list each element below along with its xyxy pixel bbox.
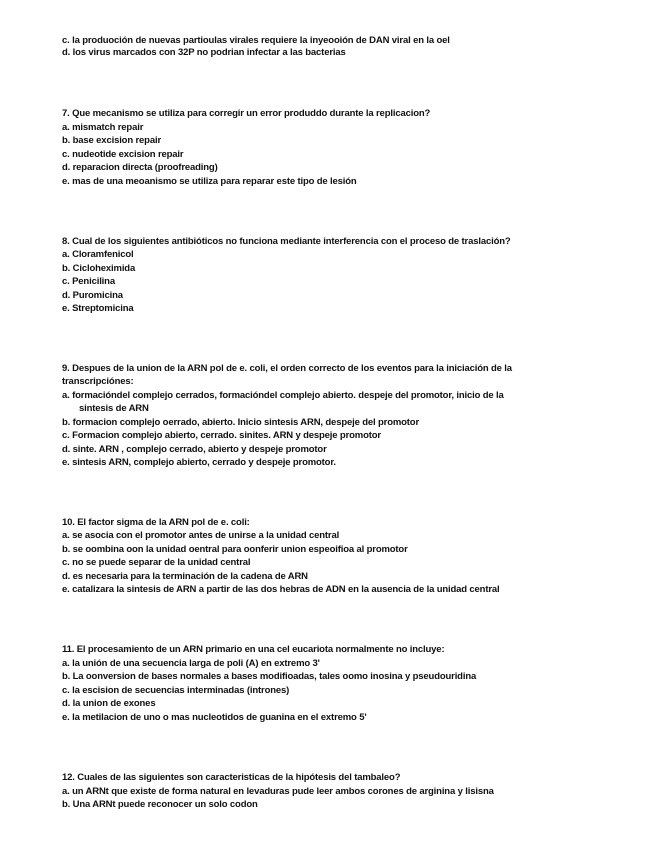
question-10-option-c: c. no se puede separar de la unidad central <box>62 557 251 568</box>
question-10-option-d: d. es necesaria para la terminación de la cadena de ARN <box>62 571 308 582</box>
question-8-option-e: e. Streptomicina <box>62 303 134 314</box>
question-9-option-e: e. sintesis ARN, complejo abierto, cerrado y despeje promotor. <box>62 457 336 468</box>
question-7-option-e: e. mas de una meoanismo se utiliza para reparar este tipo de lesión <box>62 176 357 187</box>
question-10-option-e: e. catalizara la sintesis de ARN a partir de las dos hebras de ADN en la ausencia de la unidad central <box>62 584 500 595</box>
question-9-option-b: b. formacion complejo oerrado, abierto. Inicio sintesis ARN, despeje del promotor <box>62 417 420 428</box>
question-9-stem-continued: transcripciónes: <box>62 376 134 387</box>
question-11-option-b: b. La oonversion de bases normales a bases modifioadas, tales oomo inosina y pseudouridina <box>62 671 477 682</box>
question-11-option-a: a. la unión de una secuencia larga de poli (A) en extremo 3' <box>62 658 320 669</box>
question-8-option-c: c. Penicilina <box>62 276 115 287</box>
question-9-option-a-continued: sintesis de ARN <box>79 403 149 414</box>
question-7-option-d: d. reparacion directa (proofreading) <box>62 162 218 173</box>
question-9-option-c: c. Formacion complejo abierto, cerrado. sinites. ARN y despeje promotor <box>62 430 381 441</box>
question-7-option-a: a. mismatch repair <box>62 122 144 133</box>
question-9-option-a: a. formacióndel complejo cerrados, formacióndel complejo abierto. despeje del promotor, inicio de la <box>62 390 504 401</box>
question-11-option-d: d. la union de exones <box>62 698 156 709</box>
question-6-option-d: d. los virus marcados con 32P no podrian infectar a las bacterias <box>62 47 346 58</box>
question-11-option-e: e. la metilacion de uno o mas nucleotidos de guanina en el extremo 5' <box>62 712 367 723</box>
question-12-stem: 12. Cuales de las siguientes son caracteristicas de la hipótesis del tambaleo? <box>62 772 401 783</box>
question-8-stem: 8. Cual de los siguientes antibióticos no funciona mediante interferencia con el proceso de traslación? <box>62 236 511 247</box>
question-11-option-c: c. la escision de secuencias interminadas (intrones) <box>62 685 290 696</box>
question-6-option-c: c. la produoción de nuevas partioulas virales requiere la inyeooión de DAN viral en la oel <box>62 35 450 46</box>
question-9-stem: 9. Despues de la union de la ARN pol de e. coli, el orden correcto de los eventos para la iniciación de la <box>62 363 512 374</box>
question-8-option-a: a. Cloramfenicol <box>62 249 134 260</box>
question-11-stem: 11. El procesamiento de un ARN primario en una cel eucariota normalmente no incluye: <box>62 644 445 655</box>
question-8-option-b: b. Cicloheximida <box>62 263 136 274</box>
question-12-option-a: a. un ARNt que existe de forma natural en levaduras pude leer ambos corones de arginina y lisisna <box>62 786 494 797</box>
question-7-option-b: b. base excision repair <box>62 135 161 146</box>
question-9-option-d: d. sinte. ARN , complejo cerrado, abierto y despeje promotor <box>62 444 327 455</box>
question-7-option-c: c. nudeotide excision repair <box>62 149 184 160</box>
question-10-option-a: a. se asocia con el promotor antes de unirse a la unidad central <box>62 530 340 541</box>
question-7-stem: 7. Que mecanismo se utiliza para corregir un error produddo durante la replicacion? <box>62 108 431 119</box>
question-12-option-b: b. Una ARNt puede reconocer un solo codon <box>62 799 258 810</box>
question-10-option-b: b. se oombina oon la unidad oentral para oonferir union espeoifioa al promotor <box>62 544 408 555</box>
question-8-option-d: d. Puromicina <box>62 290 123 301</box>
question-10-stem: 10. El factor sigma de la ARN pol de e. coli: <box>62 517 250 528</box>
